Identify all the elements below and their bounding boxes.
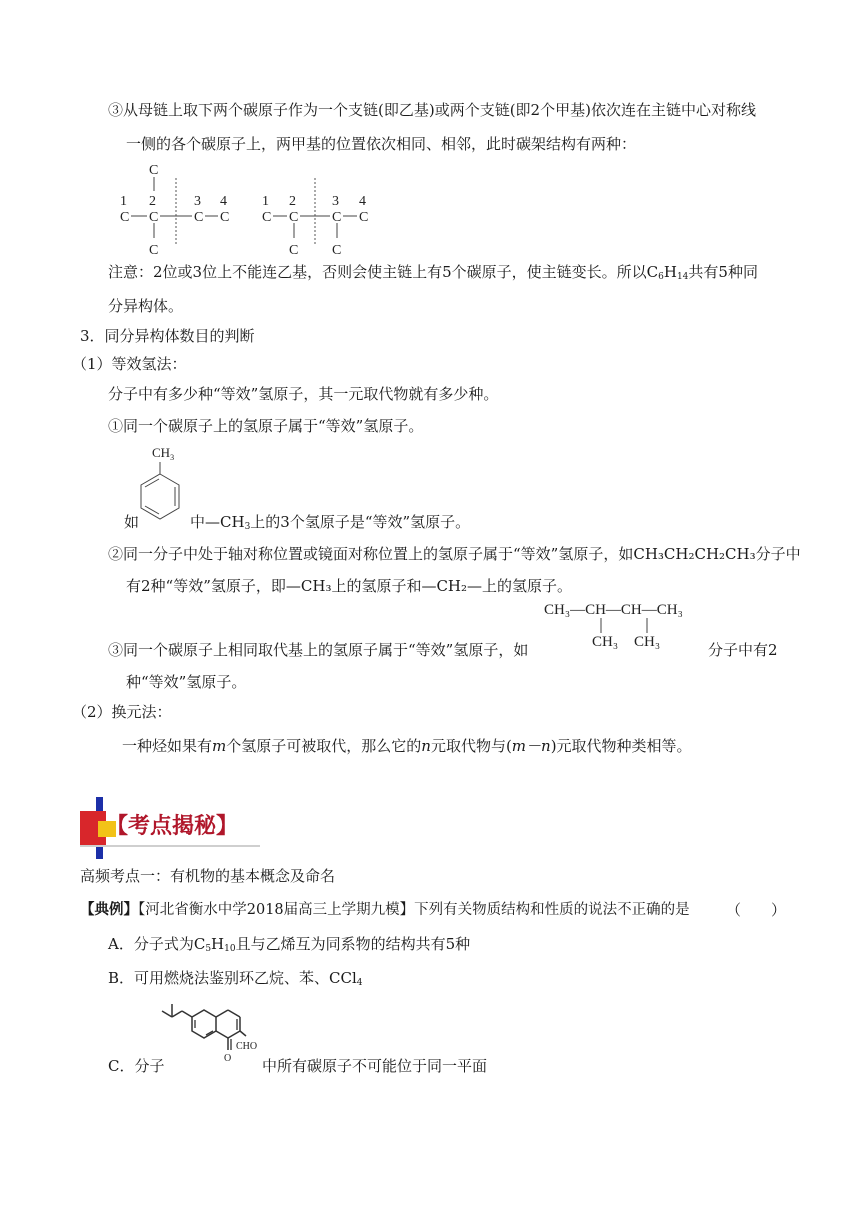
svg-text:C: C bbox=[332, 210, 342, 225]
svg-text:CH3: $CH_3$ bbox=[152, 445, 175, 462]
rule2-line2: 有2种“等效”氢原子，即—CH₃上的氢原子和—CH₂—上的氢原子。 bbox=[126, 577, 573, 595]
svg-text:3: 3 bbox=[332, 194, 339, 209]
carbon-skeleton-left bbox=[118, 158, 248, 258]
banner-title: 【考点揭秘】 bbox=[106, 813, 239, 839]
svg-text:C: C bbox=[262, 210, 272, 225]
svg-text:C: C bbox=[289, 243, 299, 258]
svg-text:2: 2 bbox=[289, 194, 296, 209]
method2-text: 一种烃如果有m个氢原子可被取代，那么它的n元取代物与(m－n)元取代物种类相等。 bbox=[122, 737, 692, 755]
dimethylbutane-formula bbox=[544, 596, 724, 652]
example-question: 【典例】【河北省衡水中学2018届高三上学期九模】下列有关物质结构和性质的说法不正确的是 bbox=[80, 901, 690, 918]
svg-text:4: 4 bbox=[359, 194, 366, 209]
rule3-line2: 种“等效”氢原子。 bbox=[126, 673, 247, 691]
carbon-skeleton-right bbox=[260, 158, 390, 258]
rule2-line1: ②同一分子中处于轴对称位置或镜面对称位置上的氢原子属于“等效”氢原子，如CH₃CH₂CH₂CH₃分子中 bbox=[108, 545, 801, 563]
method2-title: （2）换元法： bbox=[72, 703, 172, 721]
svg-text:C: C bbox=[194, 210, 204, 225]
svg-text:C: C bbox=[289, 210, 299, 225]
option-a: A．分子式为$C_5H_{10}$且与乙烯互为同系物的结构共有5种 bbox=[108, 935, 471, 954]
svg-text:CH₃: CH₃ bbox=[634, 634, 661, 650]
svg-text:C: C bbox=[359, 210, 369, 225]
section-heading: 3．同分异构体数目的判断 bbox=[80, 327, 255, 345]
formula-main-chain: CH₃—CH—CH—CH₃ bbox=[544, 602, 683, 618]
topic-heading: 高频考点一：有机物的基本概念及命名 bbox=[80, 867, 336, 885]
rule3-line1: ③同一个碳原子上相同取代基上的氢原子属于“等效”氢原子，如 bbox=[108, 641, 529, 659]
rule1-example-prefix: 如 bbox=[124, 513, 140, 531]
svg-text:1: 1 bbox=[120, 194, 127, 209]
item3-line2: 一侧的各个碳原子上，两甲基的位置依次相同、相邻，此时碳架结构有两种： bbox=[126, 135, 637, 153]
svg-text:C: C bbox=[149, 243, 159, 258]
option-c-prefix: C．分子 bbox=[108, 1057, 165, 1075]
item3-line1: ③从母链上取下两个碳原子作为一个支链(即乙基)或两个支链(即2个甲基)依次连在主链中心对称线 bbox=[108, 101, 756, 119]
svg-text:4: 4 bbox=[220, 194, 227, 209]
svg-text:C: C bbox=[332, 243, 342, 258]
option-b: B．可用燃烧法鉴别环乙烷、苯、CCl$_4$ bbox=[108, 969, 363, 988]
note-line1: 注意：2位或3位上不能连乙基，否则会使主链上有5个碳原子，使主链变长。所以$C_6H_{14}$共有5种同 bbox=[108, 263, 758, 282]
question-bracket: （ ） bbox=[726, 901, 787, 919]
rule3-suffix: 分子中有2 bbox=[708, 641, 778, 659]
rule1-example: 中$—CH_3$上的3个氢原子是“等效”氢原子。 bbox=[190, 513, 471, 532]
svg-text:1: 1 bbox=[262, 194, 269, 209]
method1-title: （1）等效氢法： bbox=[72, 355, 187, 373]
svg-text:CHO: CHO bbox=[236, 1041, 258, 1052]
note-line2: 分异构体。 bbox=[108, 297, 184, 315]
skeleton-left-top-c: C bbox=[149, 163, 159, 178]
method1-intro: 分子中有多少种“等效”氢原子，其一元取代物就有多少种。 bbox=[108, 385, 499, 403]
svg-text:C: C bbox=[149, 210, 159, 225]
svg-text:C: C bbox=[120, 210, 130, 225]
option-c: 中所有碳原子不可能位于同一平面 bbox=[262, 1057, 488, 1075]
svg-text:CH₃: CH₃ bbox=[592, 634, 619, 650]
svg-text:2: 2 bbox=[149, 194, 156, 209]
svg-text:C: C bbox=[220, 210, 230, 225]
toluene-structure bbox=[136, 440, 196, 530]
kaodian-banner bbox=[80, 797, 260, 859]
rule1: ①同一个碳原子上的氢原子属于“等效”氢原子。 bbox=[108, 417, 424, 435]
svg-text:O: O bbox=[224, 1053, 232, 1064]
option-c-molecule bbox=[156, 1000, 264, 1076]
svg-text:3: 3 bbox=[194, 194, 201, 209]
